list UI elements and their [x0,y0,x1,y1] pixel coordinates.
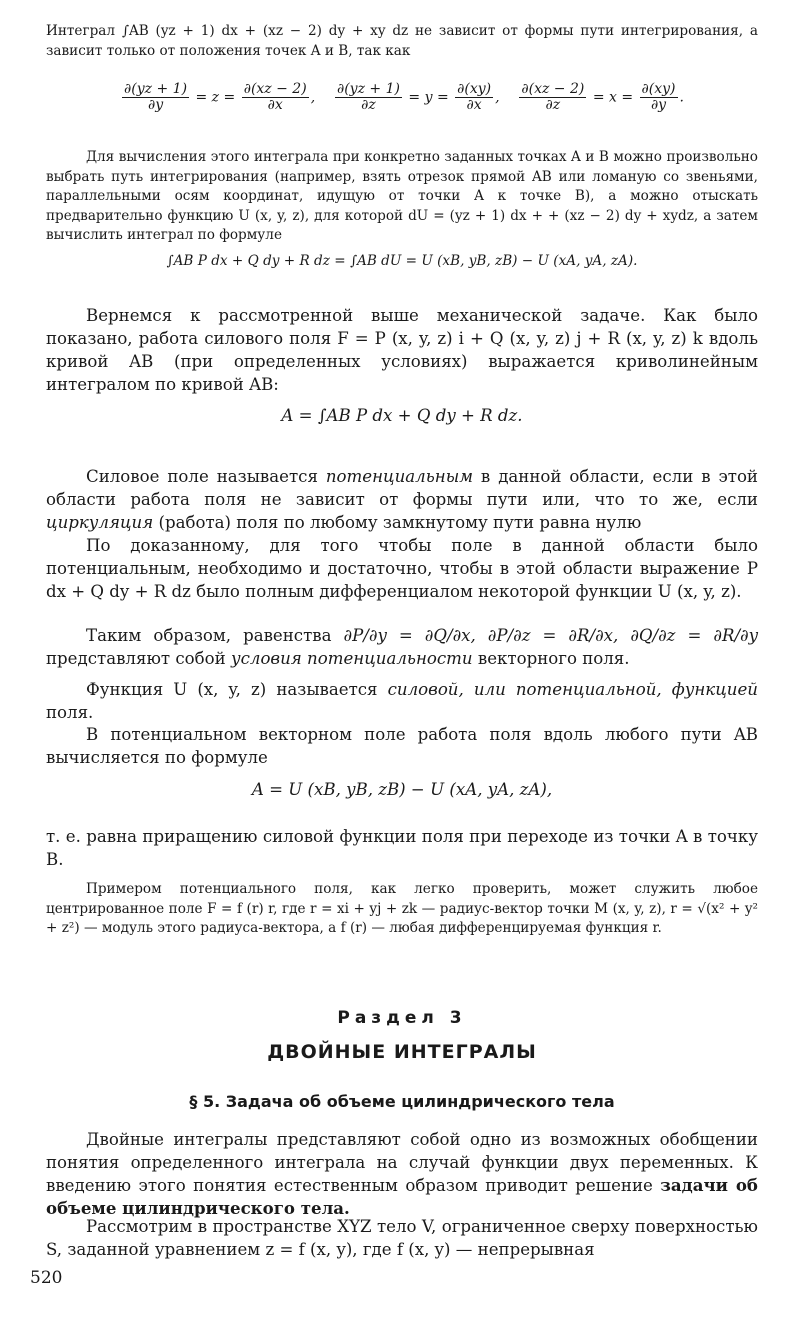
text-run: Силовое поле называется [86,467,318,486]
small-paragraph-method [46,148,758,246]
fraction-numerator: ∂(xy) [641,81,676,97]
term-potentiality-conditions: условия потенциальности [230,649,473,668]
paragraph-increment [46,825,758,871]
small-paragraph-text: Для вычисления этого интеграла при конкретно заданных точках A и B можно произвольно выбрать путь интегрирования (например, взять отрезок прямой AB или ломаную со звеньями, параллельными осям координат, идущую от точки A к точке B), а можно отыскать предварительно функцию U (x, y, z), для которой dU = (yz + 1) dx + + (xz − 2) dy + xydz, а затем вычислить интеграл по формуле [46,149,758,243]
small-paragraph-example-text: Примером потенциального поля, как легко проверить, может служить любое центрированное поле F = f (r) r, где r = xi + yj + zk — радиус-вектор точки M (x, y, z), r = √(x² + y² + z²) — модуль этого радиуса-вектора, а f (r) — любая дифференцируемая функция r. [46,881,758,936]
potentiality-formula: ∂P/∂y = ∂Q/∂x, ∂P/∂z = ∂R/∂x, ∂Q/∂z = ∂R/∂y [343,626,758,645]
work-integral-equation [46,404,758,427]
fraction-denominator: ∂x [466,97,482,113]
paragraph-proved [46,534,758,603]
term-potential: потенциальным [325,467,473,486]
paragraph-work [46,723,758,769]
term-force-function: силовой, или потенциальной, функцией [387,680,758,699]
equation-mid: = z = [195,89,236,106]
text-run: Функция U (x, y, z) называется [86,680,378,699]
fraction-denominator: ∂z [361,97,376,113]
paragraph-proved-text: По доказанному, для того чтобы поле в данной области было потенциальным, необходимо и достаточно, чтобы в этой области выражение P dx + Q dy + R dz было полным дифференциалом некоторой функции U (x, y, z). [46,536,758,601]
text-run: в данной области, если в этой области работа поля не зависит от формы пути или, что то же, если [46,467,758,509]
fraction-denominator: ∂x [267,97,283,113]
integral-formula-text: ∫AB P dx + Q dy + R dz = ∫AB dU = U (xB, yB, zB) − U (xA, yA, zA). [166,253,638,269]
work-difference-text: A = U (xB, yB, zB) − U (xA, yA, zA), [251,780,553,799]
partial-derivatives-equation: $\frac{\partial(yz + 1)}{\partial y}$ = z = $\frac{\partial(xz - 2)}{\partial x}$ , $\frac{\partial(yz + 1)}{\partial z}$ = y = $\frac{\partial(xy)}{\partial x}$ , $\frac{\partial(xz - 2)}{\partial z}$ = x = $\frac{\partial(xy)}{\partial y}$ . [124,81,684,113]
fraction-denominator: ∂y [650,97,667,113]
paragraph-mechanics [46,304,758,396]
paragraph-equalities [46,624,758,670]
intro-paragraph [46,22,758,61]
section-title: ДВОЙНЫЕ ИНТЕГРАЛЫ [267,1041,537,1063]
text-run: Таким образом, равенства [86,626,332,645]
paragraph-potential-definition [46,465,758,534]
section-label: Раздел 3 [337,1008,467,1028]
text-run: векторного поля. [477,649,630,668]
fraction-denominator: ∂z [545,97,561,113]
fraction-numerator: ∂(xz − 2) [243,81,307,97]
intro-text: Интеграл ∫AB (yz + 1) dx + (xz − 2) dy + xy dz не зависит от формы пути интегрирования, а зависит только от положения точек A и B, так как [46,23,758,59]
small-paragraph-example [46,880,758,939]
equation-mid: = x = [592,89,634,106]
paragraph-increment-text: т. е. равна приращению силовой функции поля при переходе из точки A в точку B. [46,827,758,869]
text-run: представляют собой [46,649,226,668]
paragraph-function [46,678,758,724]
fraction-numerator: ∂(yz + 1) [336,81,400,97]
paragraph-mechanics-text: Вернемся к рассмотренной выше механической задаче. Как было показано, работа силового поля F = P (x, y, z) i + Q (x, y, z) j + R (x, y, z) k вдоль кривой AB (при определенных условиях) выражается криволинейным интегралом по кривой AB: [46,306,758,394]
text-run: Двойные интегралы представляют собой одно из возможных обобщении понятия определенного интеграла на случай функции двух переменных. К введению этого понятия естественным образом приводит решение [46,1130,758,1195]
subsection-title: § 5. Задача об объеме цилиндрического тела [189,1092,615,1111]
fraction-denominator: ∂y [147,97,164,113]
work-integral-text: A = ∫AB P dx + Q dy + R dz. [281,406,523,425]
fraction-numerator: ∂(yz + 1) [124,81,188,97]
paragraph-work-text: В потенциальном векторном поле работа поля вдоль любого пути AB вычисляется по формуле [46,725,758,767]
work-difference-equation [46,778,758,801]
fraction-numerator: ∂(xy) [457,81,492,97]
text-run: поля. [46,703,94,722]
integral-formula-du [46,252,758,272]
equation-mid: = y = [408,89,449,106]
term-circulation: циркуляция [46,513,154,532]
page-number: 520 [30,1268,63,1288]
text-run: (работа) поля по любому замкнутому пути равна нулю [158,513,642,532]
paragraph-double-integrals [46,1128,758,1220]
fraction-numerator: ∂(xz − 2) [521,81,585,97]
term-cylinder-volume: задачи об объеме цилиндрического тела. [46,1175,758,1218]
paragraph-consider [46,1215,758,1261]
paragraph-consider-text: Рассмотрим в пространстве XYZ тело V, ограниченное сверху поверхностью S, заданной уравнением z = f (x, y), где f (x, y) — непрерывная [46,1217,758,1259]
